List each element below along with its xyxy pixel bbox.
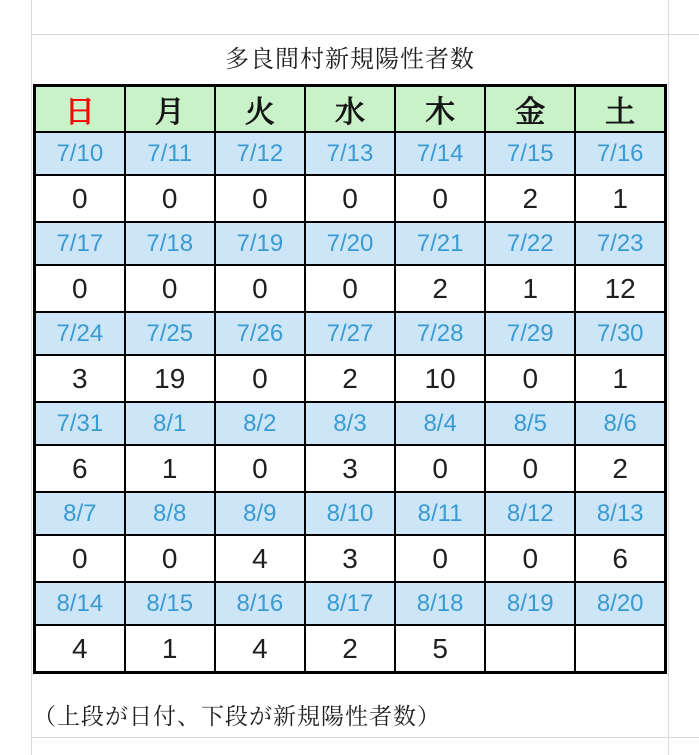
date-cell: 8/8	[125, 492, 215, 535]
count-cell: 1	[575, 355, 665, 402]
date-row	[35, 132, 666, 175]
count-cell: 0	[35, 175, 125, 222]
count-row	[35, 355, 666, 402]
count-row	[35, 535, 666, 582]
date-cell: 7/16	[575, 132, 665, 175]
date-cell: 8/6	[575, 402, 665, 445]
count-cell: 0	[215, 175, 305, 222]
date-cell: 7/30	[575, 312, 665, 355]
date-cell: 8/2	[215, 402, 305, 445]
weekday-header-sat: 土	[575, 86, 665, 133]
count-cell: 0	[215, 265, 305, 312]
count-cell: 0	[305, 265, 395, 312]
count-cell: 5	[395, 625, 485, 673]
count-cell: 2	[395, 265, 485, 312]
date-cell: 7/21	[395, 222, 485, 265]
date-cell: 8/10	[305, 492, 395, 535]
weekday-header-mon: 月	[125, 86, 215, 133]
calendar-table	[33, 84, 667, 674]
count-cell: 0	[305, 175, 395, 222]
date-cell: 8/13	[575, 492, 665, 535]
count-cell: 2	[575, 445, 665, 492]
count-cell: 2	[305, 355, 395, 402]
date-cell: 8/19	[485, 582, 575, 625]
date-cell: 8/1	[125, 402, 215, 445]
date-row	[35, 402, 666, 445]
date-cell: 7/13	[305, 132, 395, 175]
count-cell: 0	[125, 265, 215, 312]
date-cell: 7/17	[35, 222, 125, 265]
count-cell: 0	[485, 445, 575, 492]
count-row	[35, 265, 666, 312]
count-cell: 12	[575, 265, 665, 312]
date-cell: 7/27	[305, 312, 395, 355]
count-cell: 1	[485, 265, 575, 312]
count-cell: 3	[35, 355, 125, 402]
date-cell: 8/14	[35, 582, 125, 625]
sheet-gridline-horizontal-bottom	[31, 737, 699, 738]
date-row	[35, 312, 666, 355]
count-cell: 10	[395, 355, 485, 402]
date-cell: 8/7	[35, 492, 125, 535]
weekday-header-tue: 火	[215, 86, 305, 133]
date-cell: 7/14	[395, 132, 485, 175]
weekday-header-wed: 水	[305, 86, 395, 133]
date-cell: 8/9	[215, 492, 305, 535]
legend-footnote: （上段が日付、下段が新規陽性者数）	[33, 703, 441, 729]
count-cell: 0	[35, 535, 125, 582]
date-cell: 7/26	[215, 312, 305, 355]
date-cell: 7/24	[35, 312, 125, 355]
count-cell: 6	[35, 445, 125, 492]
date-row	[35, 222, 666, 265]
date-cell: 8/4	[395, 402, 485, 445]
count-row	[35, 175, 666, 222]
count-cell: 2	[305, 625, 395, 673]
date-cell: 7/12	[215, 132, 305, 175]
count-cell: 0	[485, 535, 575, 582]
count-cell: 3	[305, 535, 395, 582]
weekday-header-fri: 金	[485, 86, 575, 133]
date-cell: 7/18	[125, 222, 215, 265]
count-cell: 0	[395, 175, 485, 222]
count-cell: 0	[125, 175, 215, 222]
table-title: 多良間村新規陽性者数	[225, 46, 475, 73]
date-cell: 7/23	[575, 222, 665, 265]
count-cell: 1	[125, 625, 215, 673]
count-cell: 0	[35, 265, 125, 312]
count-cell: 19	[125, 355, 215, 402]
count-cell: 0	[215, 355, 305, 402]
count-cell	[485, 625, 575, 673]
date-cell: 7/19	[215, 222, 305, 265]
date-row	[35, 582, 666, 625]
date-cell: 8/5	[485, 402, 575, 445]
date-cell: 7/20	[305, 222, 395, 265]
count-cell: 4	[35, 625, 125, 673]
date-cell: 7/10	[35, 132, 125, 175]
count-cell: 0	[395, 445, 485, 492]
sheet-gridline-vertical-right	[668, 0, 669, 755]
count-cell: 1	[575, 175, 665, 222]
count-cell: 0	[125, 535, 215, 582]
date-cell: 8/20	[575, 582, 665, 625]
count-cell: 2	[485, 175, 575, 222]
count-cell: 0	[215, 445, 305, 492]
date-cell: 7/22	[485, 222, 575, 265]
date-cell: 8/3	[305, 402, 395, 445]
count-cell: 0	[485, 355, 575, 402]
date-cell: 7/11	[125, 132, 215, 175]
count-cell: 6	[575, 535, 665, 582]
date-cell: 7/28	[395, 312, 485, 355]
count-row	[35, 625, 666, 673]
date-cell: 7/31	[35, 402, 125, 445]
date-cell: 8/11	[395, 492, 485, 535]
date-cell: 8/15	[125, 582, 215, 625]
count-row	[35, 445, 666, 492]
weekday-header-thu: 木	[395, 86, 485, 133]
weekday-header-sun: 日	[35, 86, 125, 133]
date-cell: 7/15	[485, 132, 575, 175]
count-cell: 4	[215, 535, 305, 582]
sheet-gridline-horizontal-top	[31, 34, 699, 35]
date-row	[35, 492, 666, 535]
date-cell: 7/29	[485, 312, 575, 355]
date-cell: 8/12	[485, 492, 575, 535]
sheet-gridline-vertical-left	[31, 0, 32, 755]
weekday-header-row	[35, 86, 666, 133]
count-cell: 1	[125, 445, 215, 492]
date-cell: 7/25	[125, 312, 215, 355]
count-cell: 4	[215, 625, 305, 673]
date-cell: 8/16	[215, 582, 305, 625]
count-cell	[575, 625, 665, 673]
count-cell: 0	[395, 535, 485, 582]
count-cell: 3	[305, 445, 395, 492]
date-cell: 8/17	[305, 582, 395, 625]
date-cell: 8/18	[395, 582, 485, 625]
